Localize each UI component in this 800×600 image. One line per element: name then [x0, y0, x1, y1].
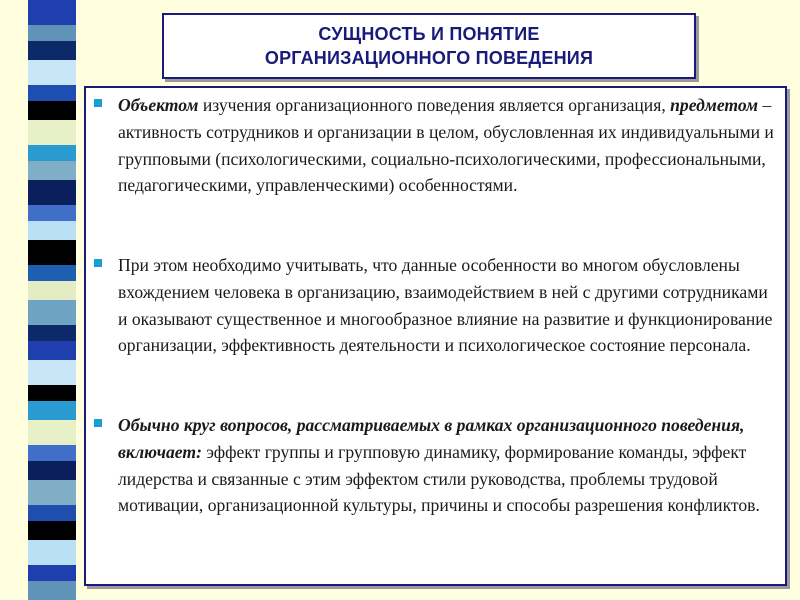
square-bullet-icon [94, 419, 102, 427]
stripe-segment [28, 581, 76, 600]
stripe-segment [28, 221, 76, 240]
stripe-segment [28, 145, 76, 160]
stripe-segment [28, 240, 76, 265]
bullet-item-2 [118, 252, 778, 359]
stripe-segment [28, 205, 76, 220]
stripe-segment [28, 120, 76, 145]
stripe-segment [28, 161, 76, 180]
stripe-segment [28, 420, 76, 445]
stripe-segment [28, 461, 76, 480]
bullet-1-text-b: – активность сотрудников и организации в целом, обусловленная их индивидуальными и групповыми (психологическими, социально-психологическими, профессиональными, педагогическими, управленческими) особенностями. [118, 95, 774, 196]
stripe-segment [28, 0, 76, 25]
bullet-1-text-a: изучения организационного поведения является организация, [198, 95, 671, 115]
stripe-segment [28, 565, 76, 580]
bullet-3-lead: Обычно круг вопросов, рассматриваемых в рамках организационного поведения, включает: [118, 415, 745, 462]
stripe-segment [28, 445, 76, 460]
stripe-segment [28, 101, 76, 120]
stripe-segment [28, 41, 76, 60]
title-line-1: СУЩНОСТЬ И ПОНЯТИЕ [318, 24, 540, 44]
subject-term: предметом [670, 95, 759, 115]
bullet-item-1 [118, 92, 778, 199]
stripe-segment [28, 360, 76, 385]
title-line-2: ОРГАНИЗАЦИОННОГО ПОВЕДЕНИЯ [264, 48, 594, 68]
stripe-segment [28, 25, 76, 40]
stripe-segment [28, 281, 76, 300]
object-term: Объектом [118, 95, 199, 115]
square-bullet-icon [94, 259, 102, 267]
slide-title [162, 13, 696, 79]
square-bullet-icon [94, 99, 102, 107]
stripe-segment [28, 505, 76, 520]
content-panel [84, 86, 787, 586]
bullet-2-text: При этом необходимо учитывать, что данные особенности во многом обусловлены вхождением человека в организацию, взаимодействием в ней с другими сотрудниками и оказывают существенное и многообразное влияние на развитие и функционирование организации, эффективность деятельности и психологическое состояние персонала. [118, 255, 773, 356]
stripe-segment [28, 60, 76, 85]
stripe-segment [28, 480, 76, 505]
stripe-segment [28, 300, 76, 325]
stripe-segment [28, 85, 76, 100]
stripe-segment [28, 325, 76, 340]
stripe-segment [28, 401, 76, 420]
stripe-segment [28, 180, 76, 205]
bullet-3-text: эффект группы и групповую динамику, формирование команды, эффект лидерства и связанные с этим эффектом стили руководства, проблемы трудовой мотивации, организационной культуры, причины и способы разрешения конфликтов. [118, 441, 760, 516]
bullet-item-3 [118, 412, 778, 519]
stripe-segment [28, 540, 76, 565]
stripe-segment [28, 341, 76, 360]
stripe-segment [28, 385, 76, 400]
stripe-segment [28, 521, 76, 540]
stripe-segment [28, 265, 76, 280]
decorative-stripe-bar [28, 0, 76, 600]
